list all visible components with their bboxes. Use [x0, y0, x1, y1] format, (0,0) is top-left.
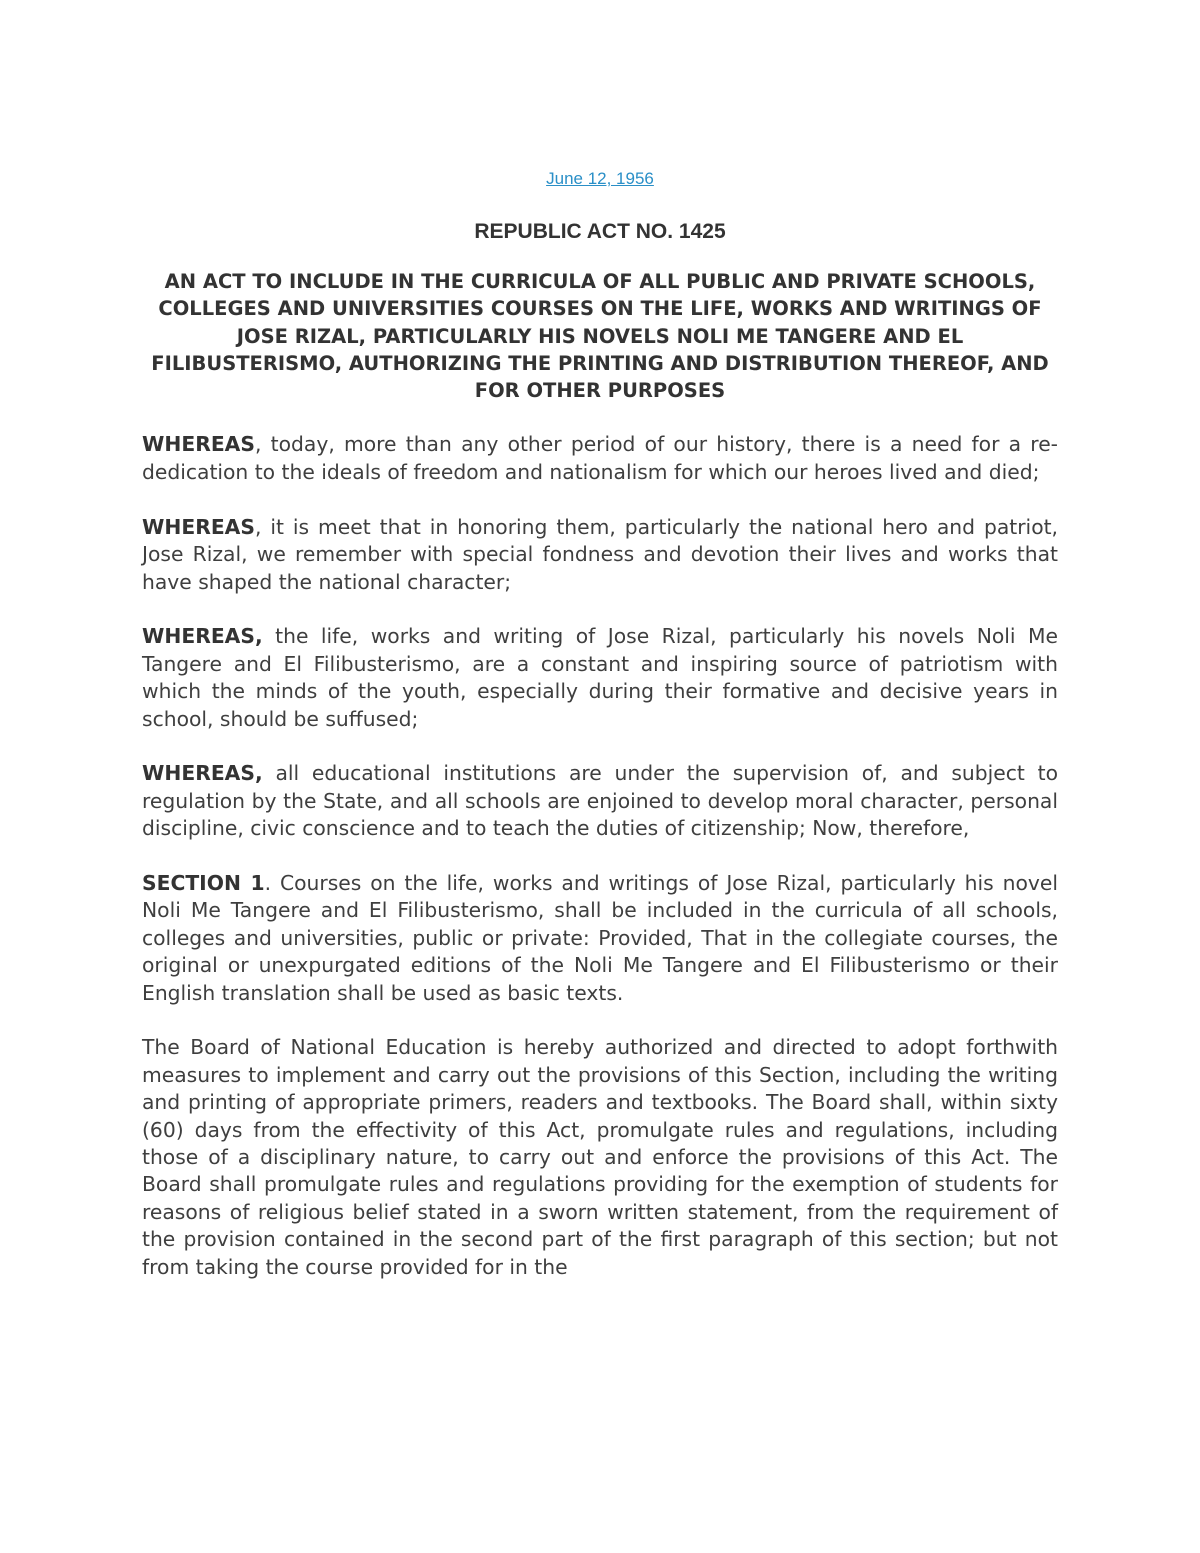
act-number-heading: REPUBLIC ACT NO. 1425	[474, 220, 726, 243]
date-link[interactable]: June 12, 1956	[546, 169, 654, 188]
whereas-paragraph-3	[142, 623, 1058, 733]
paragraph-lead: WHEREAS	[142, 432, 255, 457]
paragraph-lead: WHEREAS,	[142, 624, 263, 649]
document-page	[142, 166, 1058, 1308]
whereas-paragraph-1	[142, 431, 1058, 486]
paragraph-text: the life, works and writing of Jose Rizal, particularly his novels Noli Me Tangere and El Filibusterismo, are a constant and inspiring source of patriotism with which the minds of the youth, especially during their formative and decisive years in school, should be suffused;	[142, 624, 1058, 731]
paragraph-lead: WHEREAS,	[142, 761, 263, 786]
whereas-paragraph-2	[142, 514, 1058, 596]
paragraph-text: , it is meet that in honoring them, particularly the national hero and patriot, Jose Rizal, we remember with special fondness and devotion their lives and works that have shaped the national character;	[142, 514, 1058, 594]
board-paragraph	[142, 1034, 1058, 1281]
paragraph-lead: WHEREAS	[142, 514, 255, 539]
paragraph-text: The Board of National Education is hereby authorized and directed to adopt forthwith measures to implement and carry out the provisions of this Section, including the writing and printing of appropriate primers, readers and textbooks. The Board shall, within sixty (60) days from the effectivity of this Act, promulgate rules and regulations, including those of a disciplinary nature, to carry out and enforce the provisions of this Act. The Board shall promulgate rules and regulations providing for the exemption of students for reasons of religious belief stated in a sworn written statement, from the requirement of the provision contained in the second part of the first paragraph of this section; but not from taking the course provided for in the	[142, 1035, 1058, 1279]
paragraph-text: all educational institutions are under the supervision of, and subject to regulation by the State, and all schools are enjoined to develop moral character, personal discipline, civic conscience and to teach the duties of citizenship; Now, therefore,	[142, 761, 1058, 841]
whereas-paragraph-4	[142, 760, 1058, 842]
paragraph-text: , today, more than any other period of our history, there is a need for a re-dedication to the ideals of freedom and nationalism for which our heroes lived and died;	[142, 432, 1058, 484]
section-1-paragraph	[142, 870, 1058, 1007]
paragraph-text: . Courses on the life, works and writings of Jose Rizal, particularly his novel Noli Me Tangere and El Filibusterismo, shall be included in the curricula of all schools, colleges and universities, public or private: Provided, That in the collegiate courses, the original or unexpurgated editions of the Noli Me Tangere and El Filibusterismo or their English translation shall be used as basic texts.	[142, 870, 1058, 1005]
act-title-heading: AN ACT TO INCLUDE IN THE CURRICULA OF ALL PUBLIC AND PRIVATE SCHOOLS, COLLEGES AND UNIVERSITIES COURSES ON THE LIFE, WORKS AND WRITINGS OF JOSE RIZAL, PARTICULARLY HIS NOVELS NOLI ME TANGERE AND EL FILIBUSTERISMO, AUTHORIZING THE PRINTING AND DISTRIBUTION THEREOF, AND FOR OTHER PURPOSES	[151, 270, 1049, 403]
paragraph-lead: SECTION 1	[142, 870, 265, 895]
